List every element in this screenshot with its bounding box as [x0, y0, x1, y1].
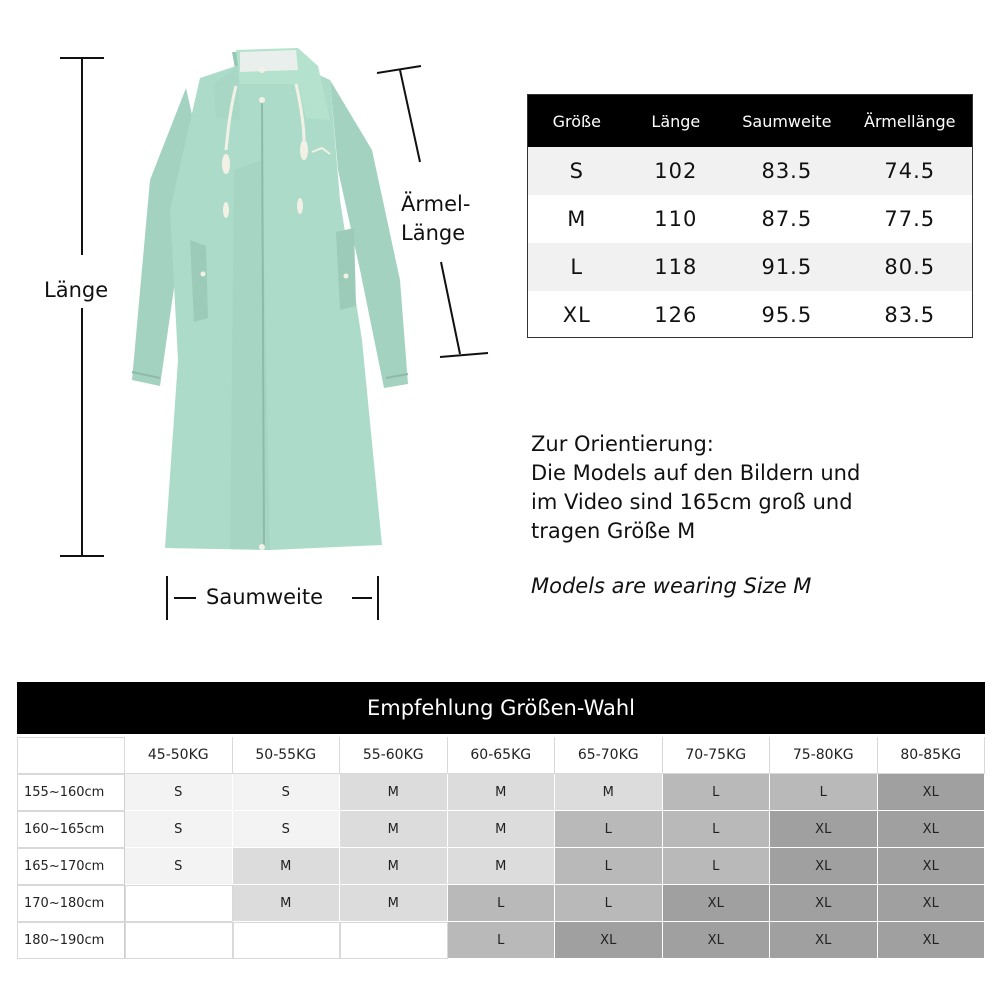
- weight-header-row: [17, 737, 985, 774]
- sleeve-length-cell: 80.5: [884, 255, 936, 279]
- height-row-header: 180~190cm: [17, 922, 125, 959]
- recommended-size-cell: S: [125, 774, 233, 811]
- raincoat-drawing: [132, 48, 408, 550]
- recommended-size-cell: XL: [770, 848, 878, 885]
- header-length: Länge: [651, 111, 701, 131]
- recommended-size-cell: M: [233, 885, 341, 922]
- height-row: [17, 885, 985, 922]
- header-size: Größe: [552, 111, 601, 131]
- recommended-size-cell: L: [663, 811, 771, 848]
- recommended-size-cell: [233, 922, 341, 959]
- header-sleeve-length: Ärmellänge: [864, 111, 956, 131]
- length-cell: 102: [654, 159, 698, 183]
- hem-width-cell: 83.5: [761, 159, 813, 183]
- recommendation-grid: [17, 737, 985, 959]
- height-row-header: 170~180cm: [17, 885, 125, 922]
- length-cell: 110: [654, 207, 698, 231]
- length-cell: 118: [654, 255, 698, 279]
- weight-column-header: 80-85KG: [878, 737, 986, 774]
- coat-illustration: [0, 0, 520, 640]
- size-cell: S: [569, 159, 584, 183]
- header-hem-width: Saumweite: [742, 111, 832, 131]
- recommended-size-cell: L: [663, 774, 771, 811]
- recommended-size-cell: L: [555, 811, 663, 848]
- recommended-size-cell: XL: [878, 848, 986, 885]
- recommended-size-cell: S: [233, 774, 341, 811]
- weight-column-header: 65-70KG: [555, 737, 663, 774]
- recommended-size-cell: S: [125, 848, 233, 885]
- recommended-size-cell: XL: [878, 885, 986, 922]
- recommended-size-cell: L: [448, 922, 556, 959]
- recommended-size-cell: XL: [663, 922, 771, 959]
- recommended-size-cell: XL: [878, 811, 986, 848]
- size-table-header: [528, 95, 972, 147]
- weight-column-header: 75-80KG: [770, 737, 878, 774]
- recommended-size-cell: M: [340, 848, 448, 885]
- recommended-size-cell: M: [448, 774, 556, 811]
- recommended-size-cell: S: [125, 811, 233, 848]
- recommended-size-cell: L: [555, 885, 663, 922]
- recommended-size-cell: L: [555, 848, 663, 885]
- size-measurement-table: [527, 94, 973, 338]
- sleeve-length-cell: 77.5: [884, 207, 936, 231]
- recommended-size-cell: M: [555, 774, 663, 811]
- weight-column-header: 70-75KG: [663, 737, 771, 774]
- hem-width-cell: 95.5: [761, 303, 813, 327]
- length-label: Länge: [44, 278, 109, 302]
- recommended-size-cell: XL: [770, 811, 878, 848]
- recommended-size-cell: M: [340, 811, 448, 848]
- table-row: [528, 195, 972, 243]
- orientation-line: im Video sind 165cm groß und: [531, 490, 853, 514]
- recommended-size-cell: M: [340, 885, 448, 922]
- recommended-size-cell: [340, 922, 448, 959]
- height-row: [17, 848, 985, 885]
- weight-column-header: 50-55KG: [233, 737, 341, 774]
- length-dimension-line: [60, 58, 104, 556]
- weight-column-header: 60-65KG: [448, 737, 556, 774]
- length-cell: 126: [654, 303, 698, 327]
- sleeve-label-line2: Länge: [401, 221, 466, 245]
- recommended-size-cell: M: [233, 848, 341, 885]
- orientation-line: tragen Größe M: [531, 519, 696, 543]
- recommended-size-cell: M: [448, 848, 556, 885]
- recommended-size-cell: XL: [555, 922, 663, 959]
- size-cell: XL: [562, 303, 591, 327]
- size-cell: L: [570, 255, 584, 279]
- recommended-size-cell: XL: [878, 922, 986, 959]
- sleeve-length-cell: 83.5: [884, 303, 936, 327]
- height-row-header: 165~170cm: [17, 848, 125, 885]
- hem-width-cell: 87.5: [761, 207, 813, 231]
- table-row: [528, 291, 972, 339]
- recommended-size-cell: L: [448, 885, 556, 922]
- grid-corner-cell: [17, 737, 125, 774]
- recommended-size-cell: [125, 885, 233, 922]
- table-row: [528, 243, 972, 291]
- height-row: [17, 774, 985, 811]
- height-row-header: 155~160cm: [17, 774, 125, 811]
- orientation-note: [531, 430, 971, 546]
- height-row: [17, 811, 985, 848]
- sleeve-label-line1: Ärmel-: [401, 192, 471, 216]
- height-row: [17, 922, 985, 959]
- recommended-size-cell: XL: [663, 885, 771, 922]
- recommended-size-cell: XL: [770, 922, 878, 959]
- recommended-size-cell: M: [340, 774, 448, 811]
- sleeve-length-cell: 74.5: [884, 159, 936, 183]
- hem-width-cell: 91.5: [761, 255, 813, 279]
- models-wearing-note: Models are wearing Size M: [531, 574, 812, 598]
- orientation-line: Die Models auf den Bildern und: [531, 461, 861, 485]
- recommended-size-cell: L: [770, 774, 878, 811]
- recommended-size-cell: XL: [878, 774, 986, 811]
- recommended-size-cell: M: [448, 811, 556, 848]
- table-row: [528, 147, 972, 195]
- weight-column-header: 45-50KG: [125, 737, 233, 774]
- recommended-size-cell: S: [233, 811, 341, 848]
- hem-label: Saumweite: [206, 585, 324, 609]
- weight-column-header: 55-60KG: [340, 737, 448, 774]
- height-row-header: 160~165cm: [17, 811, 125, 848]
- recommendation-title: Empfehlung Größen-Wahl: [17, 682, 985, 734]
- recommended-size-cell: [125, 922, 233, 959]
- recommended-size-cell: XL: [770, 885, 878, 922]
- orientation-line: Zur Orientierung:: [531, 432, 714, 456]
- size-cell: M: [567, 207, 587, 231]
- recommended-size-cell: L: [663, 848, 771, 885]
